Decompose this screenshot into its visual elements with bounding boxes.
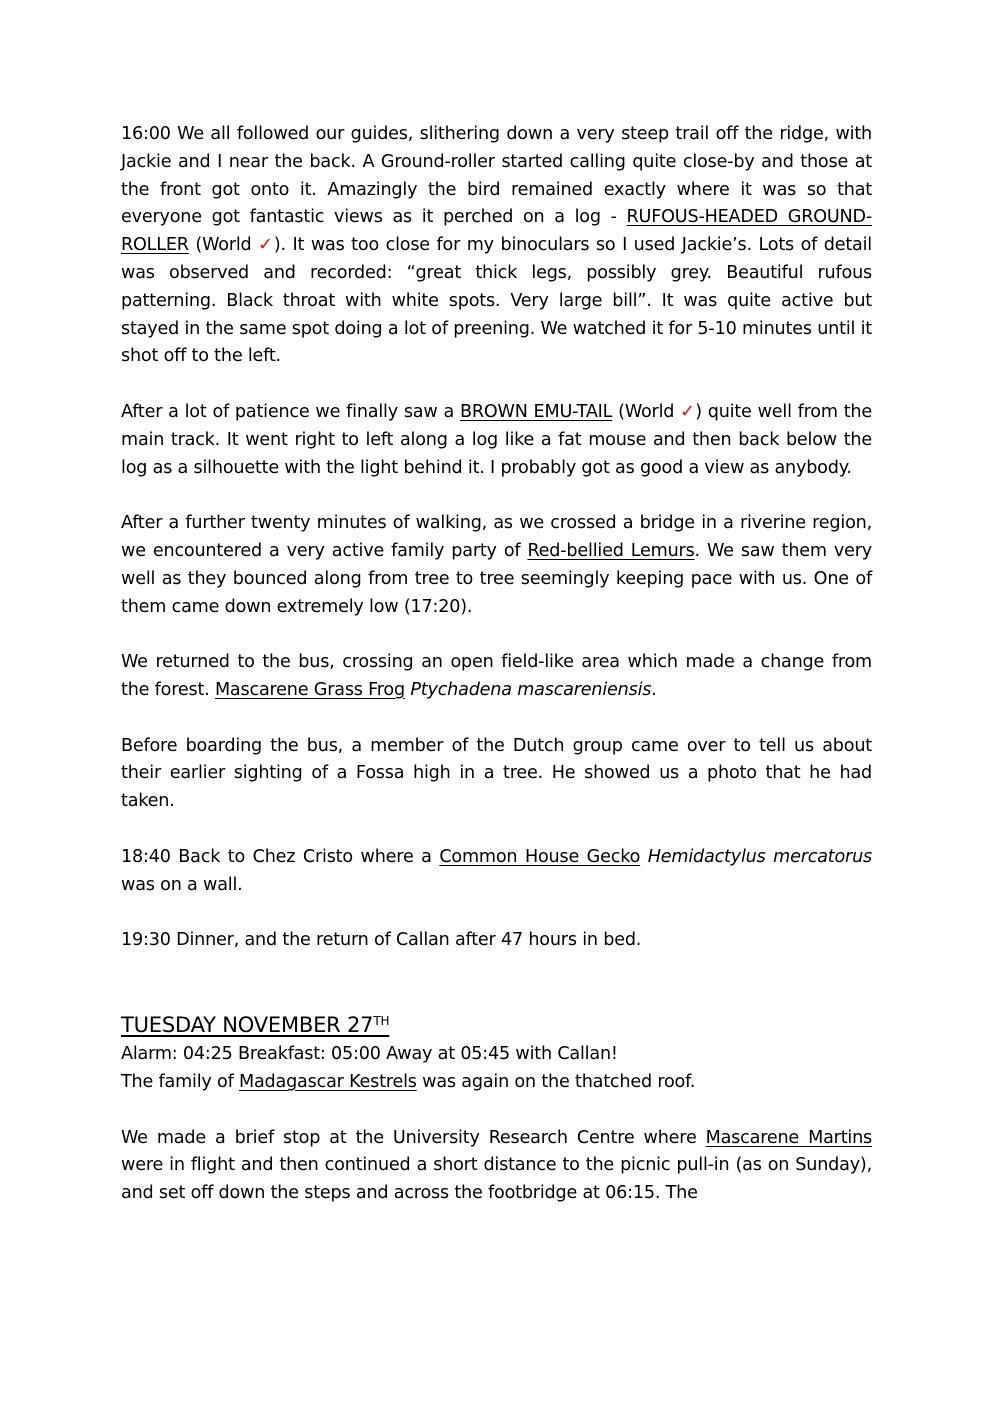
species-name: Red-bellied Lemurs — [527, 540, 695, 561]
entries-after — [121, 1041, 872, 1208]
scientific-name: Hemidactylus mercatorus — [647, 846, 873, 867]
paragraph — [121, 1125, 872, 1208]
species-name: Common House Gecko — [439, 846, 641, 867]
text: We made a brief stop at the University Research Centre where — [121, 1127, 706, 1148]
text: (World — [188, 235, 259, 256]
paragraph — [121, 1041, 872, 1069]
text: ) quite well from the main track. It went right to left along a log like a fat mouse and then back below the log as a silhouette with the light behind it. I probably got as good a view as anybody. — [121, 401, 872, 478]
text: were in flight and then continued a short distance to the picnic pull-in (as on Sunday), and set off down the steps and across the footbridge at 06:15. The — [121, 1155, 872, 1204]
text: (World — [612, 401, 681, 422]
text: After a lot of patience we finally saw a — [121, 401, 460, 422]
text: Before boarding the bus, a member of the Dutch group came over to tell us about their earlier sighting of a Fossa high in a tree. He showed us a photo that he had taken. — [121, 735, 872, 812]
species-name: Mascarene Grass Frog — [214, 679, 405, 700]
text: We returned to the bus, crossing an open field-like area which made a change from the forest. — [121, 652, 872, 700]
text: 16:00 We all followed our guides, slithering down a very steep trail off the ridge, with Jackie and I near the back. A Ground-roller started calling quite close-by and those at the front got onto it. Amazingly the bird remained exactly where it was so that everyone got fantastic views as it perched on a log - — [121, 124, 872, 228]
text: was on a wall. — [121, 874, 243, 895]
species-name: BROWN EMU-TAIL — [459, 401, 613, 422]
text: Alarm: 04:25 Breakfast: 05:00 Away at 05:45 with Callan! — [121, 1044, 618, 1065]
species-name: Mascarene Martins — [705, 1127, 873, 1148]
paragraph — [121, 1069, 872, 1097]
checkmark-icon: ✓ — [680, 401, 696, 422]
day-heading-suffix: TH — [373, 1013, 390, 1028]
species-name: RUFOUS-HEADED GROUND-ROLLER — [121, 207, 873, 256]
entries-before — [121, 121, 872, 955]
text — [640, 847, 648, 867]
text: . — [651, 679, 657, 700]
paragraph — [121, 733, 872, 816]
scientific-name: Ptychadena mascareniensis — [410, 679, 652, 700]
document-page — [121, 121, 872, 1236]
text: The family of — [121, 1072, 239, 1093]
paragraph — [121, 927, 872, 955]
checkmark-icon: ✓ — [258, 235, 274, 256]
text: After a further twenty minutes of walking, as we crossed a bridge in a riverine region, we encountered a very active family party of — [121, 513, 872, 561]
day-heading — [121, 1011, 389, 1040]
text: was again on the thatched roof. — [416, 1072, 696, 1093]
day-heading-text: TUESDAY NOVEMBER 27 — [121, 1012, 374, 1037]
paragraph — [121, 399, 872, 482]
text: . We saw them very well as they bounced along from tree to tree seemingly keeping pace with us. One of them came down extremely low (17:20). — [121, 540, 872, 617]
species-name: Madagascar Kestrels — [238, 1072, 417, 1093]
text: 18:40 Back to Chez Cristo where a — [121, 846, 440, 867]
paragraph — [121, 510, 872, 621]
paragraph — [121, 649, 872, 705]
paragraph — [121, 121, 872, 371]
text: ). It was too close for my binoculars so I used Jackie’s. Lots of detail was observed and recorded: “great thick legs, possibly grey. Beautiful rufous patterning. Black throat with white spots. Very large bill”. It was quite active but stayed in the same spot doing a lot of preening. We watched it for 5-10 minutes until it shot off to the left. — [121, 235, 873, 367]
text: 19:30 Dinner, and the return of Callan after 47 hours in bed. — [121, 930, 642, 951]
paragraph — [121, 844, 872, 900]
